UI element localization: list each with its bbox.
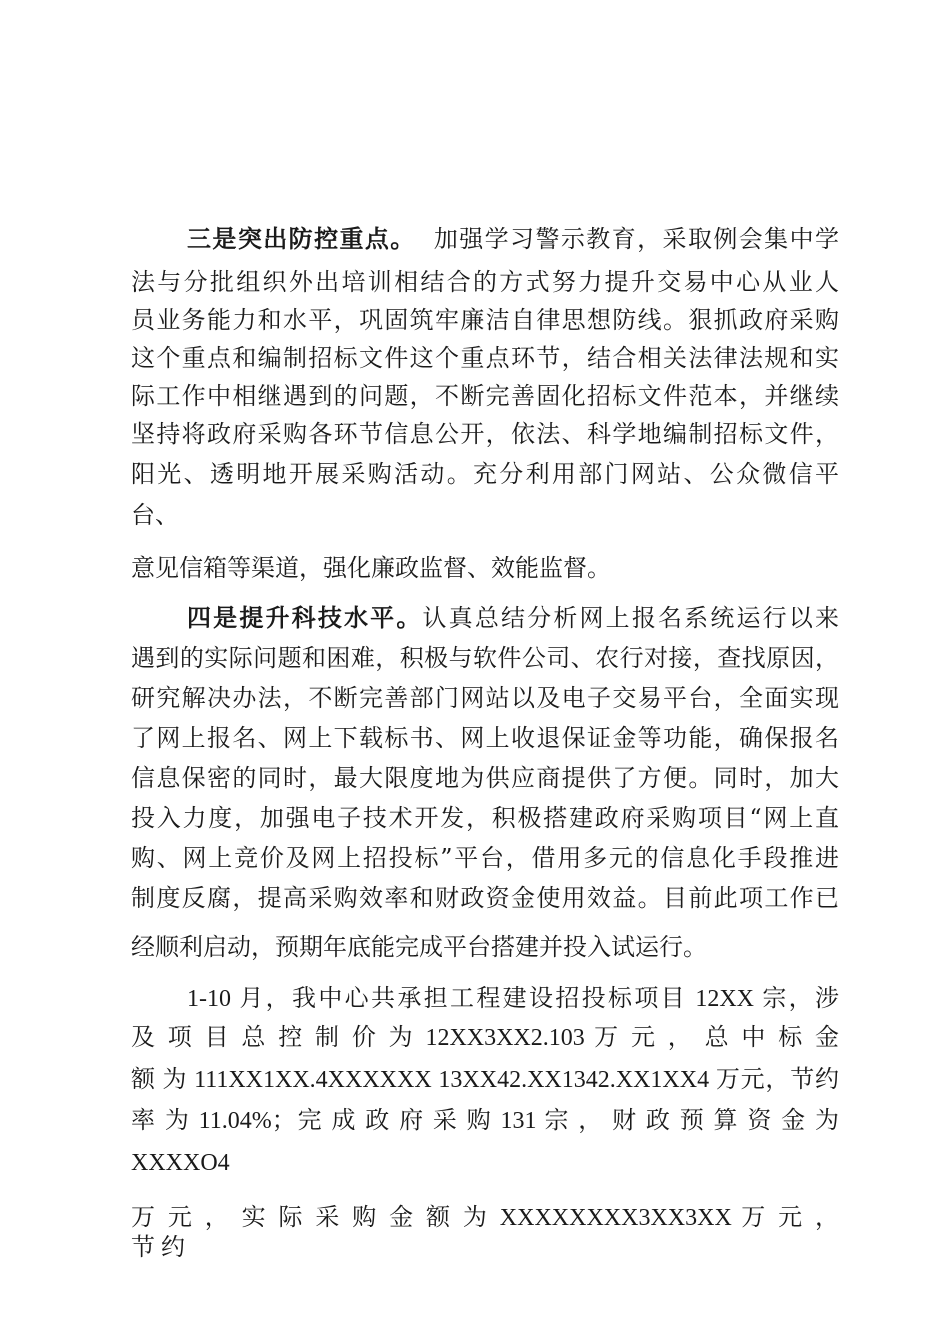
paragraph-3-text: 加强学习警示教育，采取例会集中学 xyxy=(433,225,839,253)
paragraph-3-line-4: 这个重点和编制招标文件这个重点环节，结合相关法律法规和实 xyxy=(131,344,839,372)
paragraph-3-line-6: 坚持将政府采购各环节信息公开，依法、科学地编制招标文件， xyxy=(131,420,839,448)
paragraph-5-line-4: 率 为 11.04%；完 成 政 府 采 购 131 宗 ， 财 政 预 算 资 金 为 xyxy=(131,1108,839,1134)
paragraph-4-line-6: 投入力度，加强电子技术开发，积极搭建政府采购项目“网上直 xyxy=(131,804,839,832)
paragraph-4-line-1 xyxy=(187,603,839,633)
paragraph-4-line-5: 信息保密的同时，最大限度地为供应商提供了方便。同时，加大 xyxy=(131,764,839,792)
paragraph-5-line-2: 及 项 目 总 控 制 价 为 12XX3XX2.103 万 元 ， 总 中 标 金 xyxy=(131,1025,839,1051)
paragraph-5-line-1: 1-10 月，我中心共承担工程建设招投标项目 12XX 宗，涉 xyxy=(187,986,839,1012)
paragraph-5-line-5: XXXXO4 xyxy=(131,1150,230,1176)
paragraph-3-line-8: 台、 xyxy=(131,501,179,529)
paragraph-5-line-3: 额 为 111XX1XX.4XXXXXX 13XX42.XX1342.XX1XX4 万元，节约 xyxy=(131,1067,839,1093)
paragraph-3-line-9: 意见信箱等渠道，强化廉政监督、效能监督。 xyxy=(131,554,611,582)
paragraph-4-line-9: 经顺利启动，预期年底能完成平台搭建并投入试运行。 xyxy=(131,933,707,961)
paragraph-4-line-7: 购、网上竞价及网上招投标”平台，借用多元的信息化手段推进 xyxy=(131,844,839,872)
paragraph-4-line-8: 制度反腐，提高采购效率和财政资金使用效益。目前此项工作已 xyxy=(131,884,839,912)
paragraph-4-line-3: 研究解决办法，不断完善部门网站以及电子交易平台，全面实现 xyxy=(131,684,839,712)
paragraph-3-heading: 三是突出防控重点。 xyxy=(187,224,416,253)
paragraph-3-line-5: 际工作中相继遇到的问题，不断完善固化招标文件范本，并继续 xyxy=(131,382,839,410)
paragraph-4-line-2: 遇到的实际问题和困难，积极与软件公司、农行对接，查找原因， xyxy=(131,644,839,672)
paragraph-3-line-3: 员业务能力和水平，巩固筑牢廉洁自律思想防线。狠抓政府采购 xyxy=(131,306,839,334)
paragraph-3-line-1 xyxy=(187,224,839,254)
paragraph-4-line-4: 了网上报名、网上下载标书、网上收退保证金等功能，确保报名 xyxy=(131,724,839,752)
paragraph-3-line-2: 法与分批组织外出培训相结合的方式努力提升交易中心从业人 xyxy=(131,268,839,296)
paragraph-3-line-7: 阳光、透明地开展采购活动。充分利用部门网站、公众微信平 xyxy=(131,460,839,488)
paragraph-4-text: 认真总结分析网上报名系统运行以来 xyxy=(422,604,839,632)
paragraph-4-heading: 四是提升科技水平。 xyxy=(187,603,423,632)
paragraph-5-line-7: 节 约 xyxy=(131,1235,185,1261)
paragraph-5-line-6: 万 元 ， 实 际 采 购 金 额 为 XXXXXXXX3XX3XX 万 元 ， xyxy=(131,1205,839,1231)
